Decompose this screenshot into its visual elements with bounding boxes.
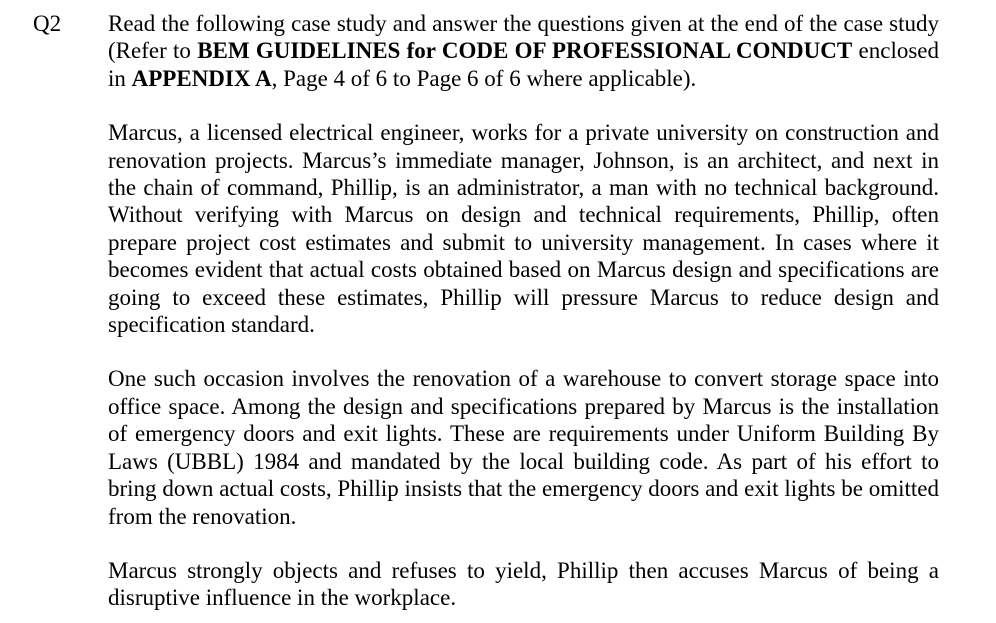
instruction-text-3: , Page 4 of 6 to Page 6 of 6 where applicable). (271, 65, 697, 91)
question-number: Q2 (33, 11, 62, 36)
case-paragraph-2: One such occasion involves the renovation of a warehouse to convert storage space into office space. Among the design and specifications prepared by Marcus is the installation of emergency doors and exit lights. These are requirements under Uniform Building By Laws (UBBL) 1984 and mandated by the local building code. As part of his effort to bring down actual costs, Phillip insists that the emergency doors and exit lights be omitted from the renovation. (108, 366, 939, 529)
instruction-text-2: enclosed in (108, 38, 939, 91)
instruction-text-1: Read the following case study and answer the questions given at the end of the case study (Refer to (108, 11, 939, 64)
case-paragraph-1: Marcus, a licensed electrical engineer, works for a private university on construction and renovation projects. Marcus’s immediate manager, Johnson, is an architect, and next in the chain of command, Phillip, is an administrator, a man with no technical background. Without verifying with Marcus on design and technical requirements, Phillip, often prepare project cost estimates and submit to university management. In cases where it becomes evident that actual costs obtained based on Marcus design and specifications are going to exceed these estimates, Phillip will pressure Marcus to reduce design and specification standard. (108, 120, 939, 338)
question-body (108, 10, 939, 612)
instruction-paragraph (108, 10, 939, 92)
guidelines-reference: BEM GUIDELINES for CODE OF PROFESSIONAL CONDUCT (197, 38, 853, 64)
case-paragraph-3: Marcus strongly objects and refuses to yield, Phillip then accuses Marcus of being a disruptive influence in the workplace. (108, 557, 939, 611)
appendix-reference: APPENDIX A (131, 65, 272, 91)
